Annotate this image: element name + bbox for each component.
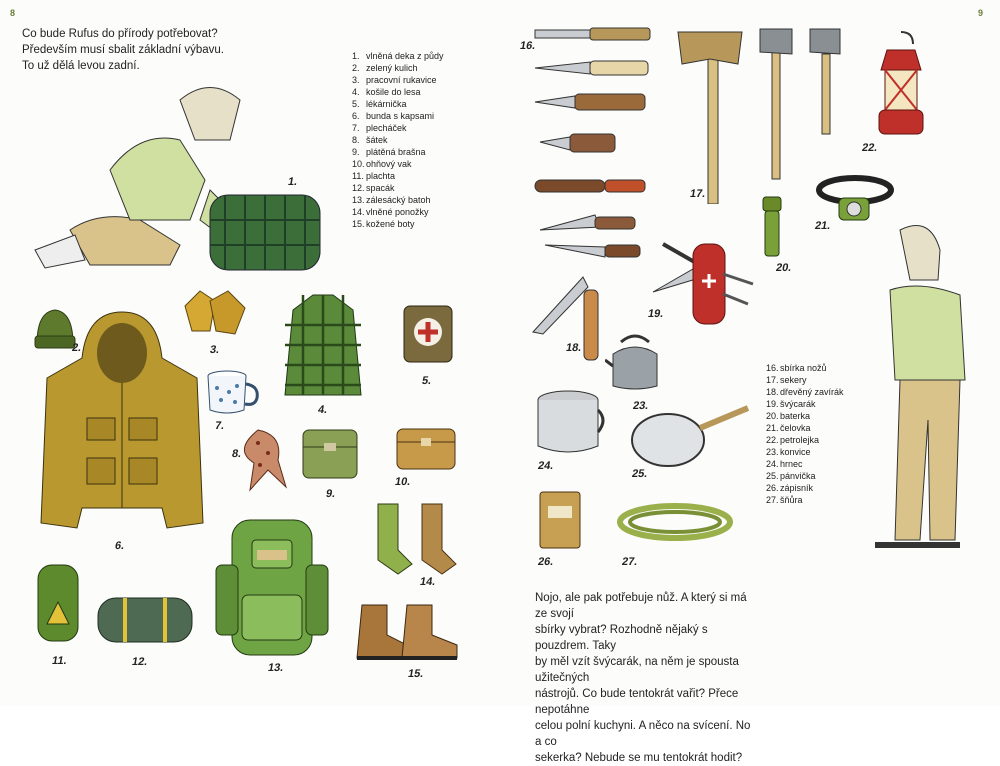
- story-line: by měl vzít švýcarák, na něm je spousta užitečných: [535, 656, 739, 684]
- legend-item-label: košile do lesa: [366, 87, 421, 97]
- page-number-left: 8: [10, 8, 16, 18]
- item-number: 8.: [230, 448, 243, 460]
- legend-item-number: 20.: [766, 411, 779, 421]
- item-number: 7.: [213, 420, 226, 432]
- item-number: 6.: [113, 540, 126, 552]
- legend-item-label: spacák: [366, 183, 395, 193]
- item-number: 21.: [813, 220, 832, 232]
- story-line: sbírky vybrat? Rozhodně nějaký s pouzdrem. Taky: [535, 624, 708, 652]
- legend-item: [352, 62, 444, 74]
- item-number: 9.: [324, 488, 337, 500]
- legend-item: [352, 74, 444, 86]
- legend-item-number: 25.: [766, 471, 779, 481]
- legend-item-number: 9.: [352, 147, 360, 157]
- legend-item: [352, 98, 444, 110]
- scarf-illustration: [228, 425, 290, 495]
- legend-item-label: bunda s kapsami: [366, 111, 435, 121]
- legend-item-number: 1.: [352, 51, 360, 61]
- frying-pan-illustration: [628, 400, 750, 472]
- legend-item: [352, 86, 444, 98]
- left-page: [0, 0, 500, 706]
- legend-item-number: 23.: [766, 447, 779, 457]
- legend-item: [352, 182, 444, 194]
- knife-collection-illustration: [530, 22, 660, 202]
- legend-item: [766, 398, 844, 410]
- item-number: 4.: [316, 404, 329, 416]
- item-number: 5.: [420, 375, 433, 387]
- legend-item-label: zápisník: [780, 483, 814, 493]
- item-number: 15.: [406, 668, 425, 680]
- enamel-mug-illustration: [205, 368, 261, 416]
- story-text: [535, 590, 755, 766]
- legend-item: [352, 170, 444, 182]
- legend-item-number: 17.: [766, 375, 779, 385]
- legend-item-number: 24.: [766, 459, 779, 469]
- legend-item: [766, 446, 844, 458]
- rope-illustration: [615, 498, 735, 548]
- leather-boots-illustration: [352, 600, 467, 662]
- forest-shirt-illustration: [283, 290, 363, 402]
- story-line: Nojo, ale pak potřebuje nůž. A který si má ze svojí: [535, 592, 747, 620]
- intro-line: Především musí sbalit základní výbavu.: [22, 44, 224, 56]
- legend-item-label: sekery: [780, 375, 807, 385]
- legend-item-number: 11.: [352, 171, 364, 181]
- notebook-illustration: [538, 490, 582, 550]
- legend-item-number: 2.: [352, 63, 360, 73]
- first-aid-kit-illustration: [402, 304, 454, 366]
- legend-item: [766, 434, 844, 446]
- legend-item-label: hrnec: [780, 459, 803, 469]
- legend-item-label: ohňový vak: [366, 159, 412, 169]
- rufus-standing-illustration: [860, 220, 990, 570]
- legend-item-number: 18.: [766, 387, 779, 397]
- item-number: 12.: [130, 656, 149, 668]
- item-number: 26.: [536, 556, 555, 568]
- legend-item: [766, 386, 844, 398]
- page-number-right: 9: [978, 8, 984, 18]
- legend-item-label: konvice: [780, 447, 811, 457]
- legend-item-label: lékárnička: [366, 99, 407, 109]
- item-number: 24.: [536, 460, 555, 472]
- item-number: 18.: [564, 342, 583, 354]
- item-number: 11.: [50, 655, 68, 667]
- kettle-illustration: [605, 330, 665, 394]
- item-number: 3.: [208, 344, 221, 356]
- story-line: celou polní kuchyni. A něco na svícení. No a co: [535, 720, 751, 748]
- jacket-illustration: [37, 308, 207, 533]
- legend-item-number: 15.: [352, 219, 365, 229]
- legend-right: [766, 362, 844, 506]
- story-line: nástrojů. Co bude tentokrát vařit? Přece nepotáhne: [535, 688, 739, 716]
- legend-item-label: vlněná deka z půdy: [366, 51, 444, 61]
- rufus-kneeling-illustration: [30, 70, 330, 280]
- legend-item-number: 16.: [766, 363, 779, 373]
- item-number: 17.: [688, 188, 707, 200]
- swiss-army-knife-illustration: [648, 234, 758, 329]
- legend-item-number: 27.: [766, 495, 779, 505]
- legend-item: [352, 122, 444, 134]
- legend-item: [352, 218, 444, 230]
- legend-item-label: čelovka: [780, 423, 811, 433]
- item-number: 25.: [630, 468, 649, 480]
- tarp-illustration: [35, 562, 81, 644]
- item-number: 22.: [860, 142, 879, 154]
- legend-item: [352, 134, 444, 146]
- sheath-knives-illustration: [535, 205, 645, 265]
- item-number: 1.: [286, 176, 299, 188]
- intro-line: To už dělá levou zadní.: [22, 60, 140, 72]
- legend-item-label: vlněné ponožky: [366, 207, 429, 217]
- legend-item-label: zálesácký batoh: [366, 195, 431, 205]
- legend-item-label: sbírka nožů: [780, 363, 827, 373]
- legend-item-label: dřevěný zavírák: [780, 387, 844, 397]
- legend-item: [352, 110, 444, 122]
- legend-item: [766, 494, 844, 506]
- item-number: 2.: [70, 342, 83, 354]
- fire-bag-illustration: [395, 424, 457, 474]
- sleeping-bag-illustration: [95, 594, 195, 646]
- legend-item-number: 10.: [352, 159, 365, 169]
- legend-item-number: 6.: [352, 111, 360, 121]
- oil-lantern-illustration: [873, 30, 929, 140]
- story-line: sekerka? Nebude se mu tentokrát hodit?: [535, 752, 743, 764]
- legend-item: [766, 410, 844, 422]
- legend-item-label: pracovní rukavice: [366, 75, 437, 85]
- legend-item-label: švýcarák: [780, 399, 816, 409]
- legend-item-number: 7.: [352, 123, 360, 133]
- cooking-pot-illustration: [530, 380, 608, 460]
- legend-item-label: baterka: [780, 411, 811, 421]
- legend-item: [766, 374, 844, 386]
- legend-item: [766, 470, 844, 482]
- legend-item-label: kožené boty: [366, 219, 415, 229]
- legend-item-number: 14.: [352, 207, 365, 217]
- canvas-bag-illustration: [300, 425, 360, 483]
- backpack-illustration: [212, 510, 332, 660]
- legend-item-number: 4.: [352, 87, 360, 97]
- wool-socks-illustration: [372, 500, 462, 578]
- legend-item-number: 26.: [766, 483, 779, 493]
- item-number: 13.: [266, 662, 285, 674]
- legend-item-number: 19.: [766, 399, 779, 409]
- flashlight-illustration: [760, 195, 784, 259]
- intro-text: [22, 26, 262, 74]
- intro-line: Co bude Rufus do přírody potřebovat?: [22, 28, 218, 40]
- legend-item-label: plátěná brašna: [366, 147, 426, 157]
- legend-item-label: plachta: [366, 171, 396, 181]
- legend-item: [766, 422, 844, 434]
- legend-item-number: 3.: [352, 75, 360, 85]
- legend-item: [766, 458, 844, 470]
- legend-item-label: plecháček: [366, 123, 407, 133]
- legend-item: [352, 146, 444, 158]
- legend-item-number: 12.: [352, 183, 365, 193]
- item-number: 16.: [518, 40, 537, 52]
- legend-item: [352, 194, 444, 206]
- legend-left: [352, 50, 444, 230]
- item-number: 19.: [646, 308, 665, 320]
- legend-item-number: 13.: [352, 195, 365, 205]
- legend-item: [766, 482, 844, 494]
- legend-item-label: petrolejka: [780, 435, 820, 445]
- legend-item-number: 5.: [352, 99, 360, 109]
- legend-item-label: šňůra: [780, 495, 803, 505]
- headlamp-illustration: [815, 172, 895, 224]
- legend-item-number: 22.: [766, 435, 779, 445]
- item-number: 14.: [418, 576, 437, 588]
- legend-item: [352, 206, 444, 218]
- legend-item: [352, 50, 444, 62]
- item-number: 23.: [631, 400, 650, 412]
- legend-item: [766, 362, 844, 374]
- legend-item-number: 8.: [352, 135, 360, 145]
- item-number: 10.: [393, 476, 412, 488]
- legend-item-label: zelený kulich: [366, 63, 418, 73]
- legend-item: [352, 158, 444, 170]
- item-number: 20.: [774, 262, 793, 274]
- legend-item-number: 21.: [766, 423, 779, 433]
- item-number: 27.: [620, 556, 639, 568]
- legend-item-label: pánvička: [780, 471, 816, 481]
- legend-item-label: šátek: [366, 135, 388, 145]
